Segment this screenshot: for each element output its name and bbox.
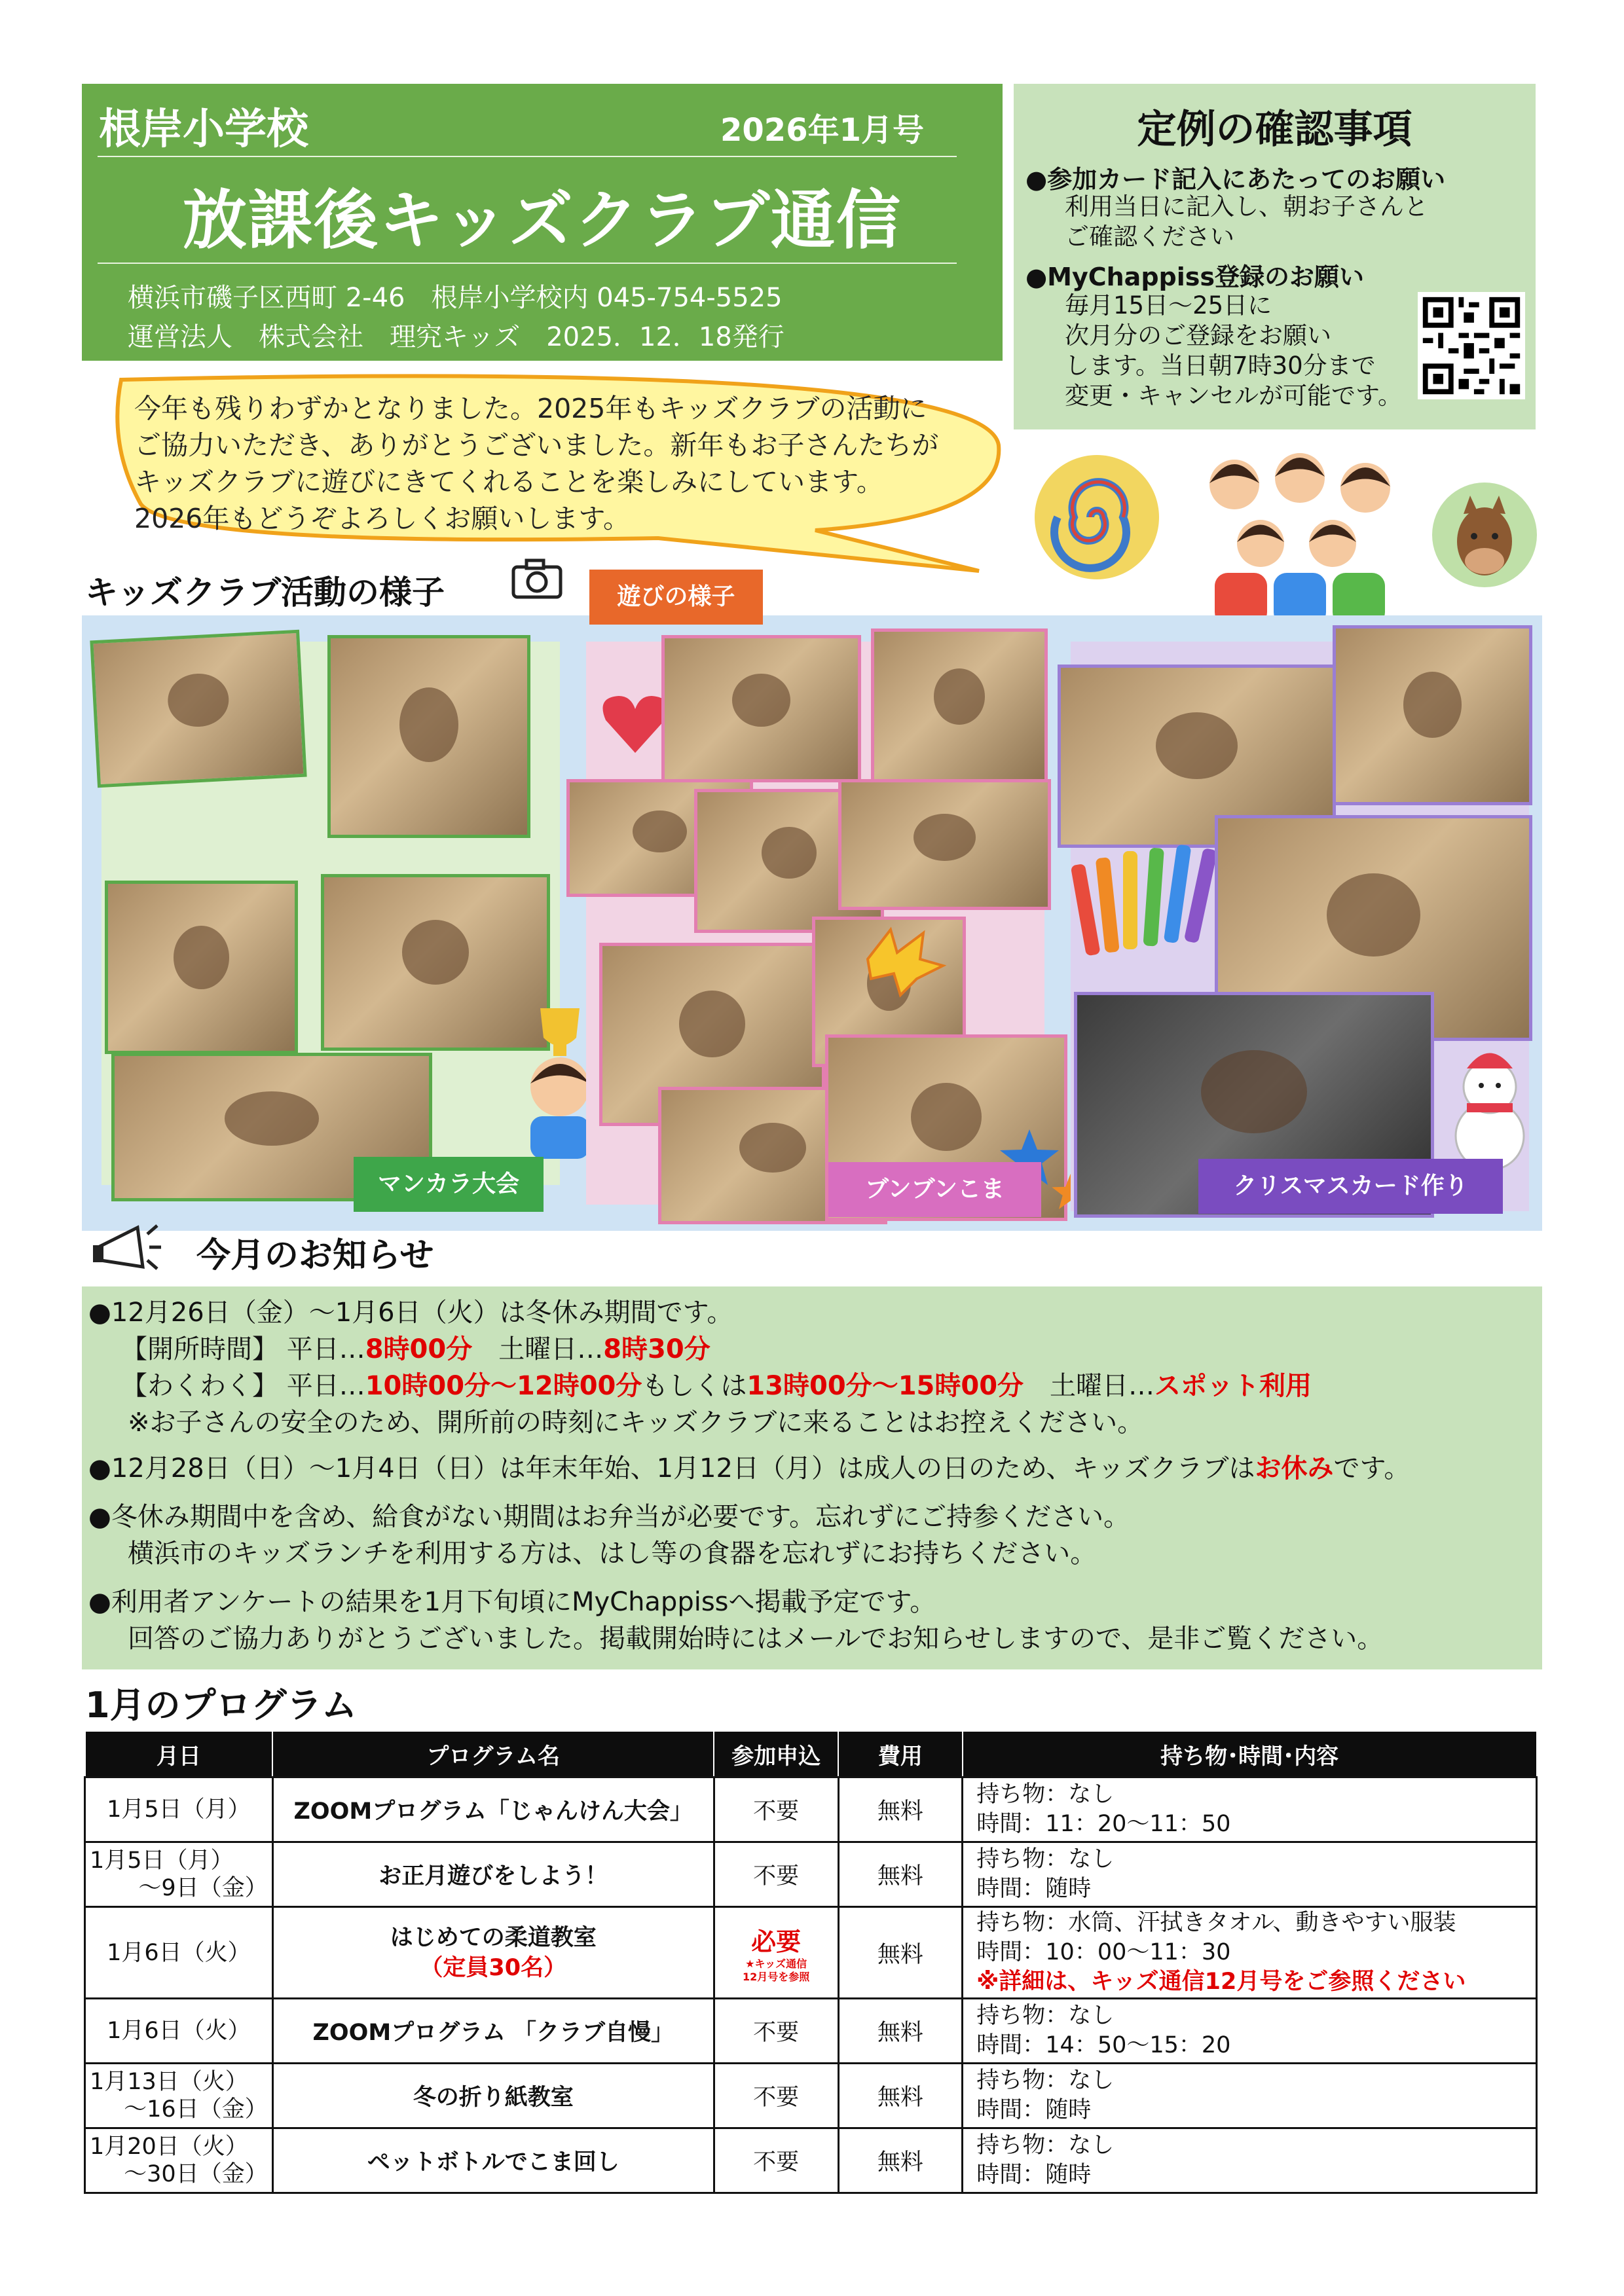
program-title: 1月のプログラム [85,1685,358,1726]
details-cell [963,1842,1537,1907]
apply-note: ★キッズ通信 [745,1958,807,1970]
notice-highlight: 8時00分 [365,1334,473,1364]
markers-icon [1071,838,1221,969]
details-text: 持ち物：なし [976,2003,1115,2029]
notice-text: 【開所時間】 平日… [121,1334,365,1364]
notice-line: ●12月26日（金）～1月6日（火）は冬休み期間です。 [88,1298,733,1328]
notice-line [88,1448,1410,1485]
apply-cell: 不要 [714,1842,838,1907]
greeting-line: 2026年もどうぞよろしくお願いします。 [134,503,631,534]
details-cell [963,2064,1537,2128]
activity-photo [90,630,306,788]
fee-cell: 無料 [838,2064,963,2128]
details-text: 持ち物：なし [976,1781,1115,1808]
apply-note: 12月号を参照 [743,1971,810,1983]
details-text: 時間：随時 [976,2097,1092,2123]
column-header: 持ち物･時間･内容 [963,1731,1537,1777]
date-text: ～16日（金） [124,2096,268,2123]
newsletter-title: 放課後キッズクラブ通信 [182,183,902,258]
date-cell [85,1842,273,1907]
notice-line: ●冬休み期間中を含め、給食がない期間はお弁当が必要です。忘れずにご持参ください。 [88,1502,1130,1532]
column-header: 参加申込 [714,1731,838,1777]
horse-icon [1431,481,1539,589]
greeting-line: キッズクラブに遊びにきてくれることを楽しみにしています。 [134,466,883,498]
date-cell [85,1999,273,2064]
apply-required: 必要 [751,1927,802,1956]
program-name-cell: ZOOMプログラム「じゃんけん大会」 [272,1777,714,1842]
notice-line: ※お子さんの安全のため、開所前の時刻にキッズクラブに来ることはお控えください。 [128,1408,1144,1438]
table-row [85,2128,1537,2193]
activity-photo [327,635,530,838]
details-text: 時間：10：00～11：30 [976,1939,1231,1965]
notice-text: 【わくわく】 平日… [121,1371,365,1401]
program-name-cell: 冬の折り紙教室 [272,2064,714,2128]
date-text: ～9日（金） [138,1875,268,1901]
fee-cell: 無料 [838,2128,963,2193]
program-name: はじめての柔道教室 [390,1924,597,1951]
table-row [85,1907,1537,1999]
notice-text: です。 [1333,1453,1411,1484]
fee-cell: 無料 [838,1999,963,2064]
program-name-cell: お正月遊びをしよう！ [272,1842,714,1907]
fee-cell: 無料 [838,1842,963,1907]
date-text: 1月6日（火） [107,1939,251,1966]
activity-photo [105,881,298,1054]
activity-photo [1333,625,1532,805]
notices-title: 今月のお知らせ [196,1236,434,1275]
rule-item-title: ●参加カード記入にあたってのお願い [1025,165,1446,194]
play-label: 遊びの様子 [589,570,763,625]
details-text: 時間：随時 [976,1876,1092,1902]
apply-cell [714,1907,838,1999]
fee-cell: 無料 [838,1907,963,1999]
table-row [85,1999,1537,2064]
notice-line: 回答のご協力ありがとうございました。掲載開始時にはメールでお知らせしますので、是非ご覧ください。 [128,1624,1384,1654]
rule-item-text: 変更・キャンセルが可能です。 [1065,382,1403,410]
date-text: 1月5日（月） [107,1796,251,1823]
operator-info: 運営法人 株式会社 理究キッズ 2025．12．18発行 [128,322,784,352]
activity-photo [321,874,550,1051]
date-text: 1月6日（火） [107,2018,251,2044]
date-cell [85,2128,273,2193]
address: 横浜市磯子区西町 2-46 根岸小学校内 045-754-5525 [128,283,783,313]
details-text: 持ち物：なし [976,2132,1115,2159]
bunbun-label: ブンブンこま [828,1162,1041,1217]
rule-item-text: 次月分のご登録をお願い [1065,321,1331,350]
details-text: 持ち物：水筒、汗拭きタオル、動きやすい服装 [976,1910,1456,1936]
notice-line: ●利用者アンケートの結果を1月下旬頃にMyChappissへ掲載予定です。 [88,1587,936,1617]
date-text: 1月13日（火） [90,2069,248,2095]
details-text: 時間：11：20～11：50 [976,1811,1231,1837]
notice-line: 横浜市のキッズランチを利用する方は、はし等の食器を忘れずにお持ちください。 [128,1539,1097,1569]
header-divider [98,156,957,157]
program-name-cell [272,1907,714,1999]
details-text: 持ち物：なし [976,1846,1115,1872]
capacity-note: （定員30名） [420,1954,567,1981]
table-row [85,2064,1537,2128]
details-note: ※詳細は、キッズ通信12月号をご参照ください [976,1969,1466,1995]
program-name-cell: ZOOMプログラム 「クラブ自慢」 [272,1999,714,2064]
date-text: 1月20日（火） [90,2134,248,2160]
activity-title: キッズクラブ活動の様子 [85,574,445,611]
fee-cell: 無料 [838,1777,963,1842]
greeting-text [134,390,1005,537]
rule-item-text: 利用当日に記入し、朝お子さんと [1065,192,1428,221]
details-cell [963,1777,1537,1842]
program-table [84,1730,1538,2194]
rule-item-text: 毎月15日～25日に [1065,291,1272,319]
snail-candy-icon [1031,452,1162,583]
column-header: 費用 [838,1731,963,1777]
details-text: 持ち物：なし [976,2068,1115,2094]
mancala-label: マンカラ大会 [354,1157,544,1212]
activity-photo [871,629,1048,782]
camera-icon [511,556,563,600]
date-text: ～30日（金） [124,2161,268,2187]
column-header: プログラム名 [272,1731,714,1777]
notice-text: 土曜日… [1024,1371,1155,1401]
notice-highlight: 10時00分～12時00分 [365,1371,642,1401]
table-row [85,1777,1537,1842]
megaphone-icon [92,1218,164,1283]
notice-highlight: 13時00分～15時00分 [747,1371,1024,1401]
issue-date: 2026年1月号 [720,112,924,149]
notices-box [82,1286,1542,1669]
regular-notes-heading: 定例の確認事項 [1137,107,1412,153]
column-header: 月日 [85,1731,273,1777]
program-name-cell: ペットボトルでこま回し [272,2128,714,2193]
rule-item-title: ●MyChappiss登録のお願い [1025,263,1364,291]
details-cell [963,1907,1537,1999]
date-cell [85,2064,273,2128]
regular-notes-box [1014,84,1536,429]
rule-item-text: ご確認ください [1065,223,1234,251]
apply-cell: 不要 [714,1777,838,1842]
table-header-row [85,1731,1537,1777]
notice-text: もしくは [642,1371,747,1401]
activity-photo [838,779,1051,910]
notice-highlight: 8時30分 [603,1334,710,1364]
details-text: 時間：14：50～15：20 [976,2032,1231,2058]
notice-highlight: お休み [1255,1453,1334,1484]
notice-text: ●12月28日（日）～1月4日（日）は年末年始、1月12日（月）は成人の日のため、キッズクラブは [88,1453,1255,1484]
date-cell [85,1907,273,1999]
activity-photo [661,635,861,782]
notice-line [121,1365,1312,1402]
details-cell [963,2128,1537,2193]
rule-item-text: します。当日朝7時30分まで [1065,352,1376,380]
children-group-icon [1189,432,1411,629]
heart-icon [599,691,671,756]
xmas-card-label: クリスマスカード作り [1198,1159,1503,1214]
apply-cell: 不要 [714,1999,838,2064]
details-cell [963,1999,1537,2064]
notice-text: 土曜日… [472,1334,604,1364]
snowman-icon [1441,1041,1539,1172]
newsletter-header [82,84,1003,361]
details-text: 時間：随時 [976,2162,1092,2188]
burst-icon [861,926,946,998]
apply-cell: 不要 [714,2128,838,2193]
header-divider [98,263,957,264]
date-cell [85,1777,273,1842]
apply-cell: 不要 [714,2064,838,2128]
date-text: 1月5日（月） [90,1848,234,1874]
greeting-bubble [82,367,1005,576]
notice-line [121,1328,710,1366]
greeting-line: 今年も残りわずかとなりました。2025年もキッズクラブの活動に [134,393,927,424]
qr-code-icon[interactable] [1418,292,1525,399]
school-name: 根岸小学校 [99,105,308,154]
greeting-line: ご協力いただき、ありがとうございました。新年もお子さんたちが [134,429,939,461]
table-row [85,1842,1537,1907]
notice-highlight: スポット利用 [1154,1371,1312,1401]
